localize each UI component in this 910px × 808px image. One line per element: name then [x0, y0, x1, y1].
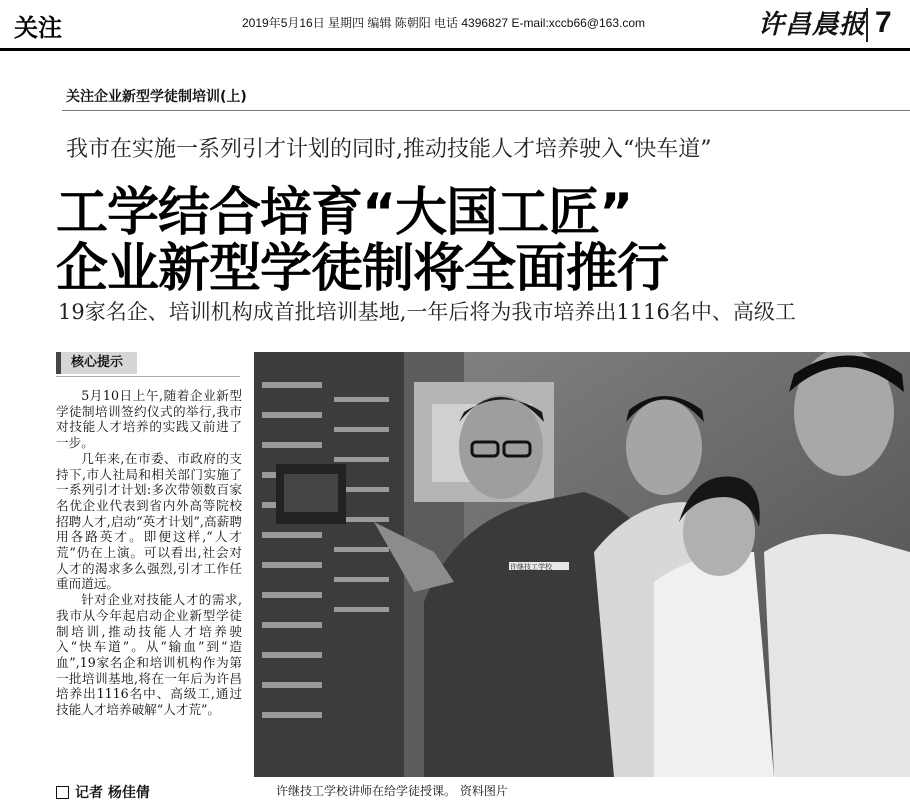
summary-box-label — [56, 352, 137, 374]
headline-line-1: 工学结合培育“大国工匠” — [56, 183, 633, 243]
classroom-photo-illustration — [254, 352, 910, 777]
byline — [56, 782, 150, 802]
summary-box-rule — [56, 376, 240, 377]
page-number: 7 — [875, 6, 892, 39]
headline-line-2: 企业新型学徒制将全面推行 — [56, 239, 669, 299]
page-header — [0, 0, 910, 48]
body-paragraph: 几年来,在市委、市政府的支持下,市人社局和相关部门实施了一系列引才计划:多次带领数百家名优企业代表到省内外高等院校招聘人才,启动“英才计划”,高薪聘用各路英才。即便这样,“人才荒”仍在上演。可以看出,社会对人才的渴求多么强烈,引才工作任重而道远。 — [56, 450, 242, 592]
article-subhead: 19家名企、培训机构成首批培训基地,一年后将为我市培养出1116名中、高级工 — [58, 300, 796, 324]
byline-square-icon — [56, 786, 69, 799]
section-name: 关注 — [14, 14, 62, 42]
masthead-divider — [866, 8, 868, 42]
byline-text: 记者 杨佳倩 — [75, 785, 150, 801]
newspaper-masthead: 许昌晨报 — [758, 10, 867, 40]
header-meta: 2019年5月16日 星期四 编辑 陈朝阳 电话 4396827 E-mail:xccb66@163.com — [242, 16, 646, 30]
uniform-school-text: 许继技工学校 — [510, 563, 552, 571]
column-tag-rule — [62, 110, 910, 111]
photo-caption: 许继技工学校讲师在给学徒授课。 资料图片 — [276, 784, 508, 798]
header-rule — [0, 48, 910, 51]
body-paragraph: 5月10日上午,随着企业新型学徒制培训签约仪式的举行,我市对技能人才培养的实践又前进了一步。 — [56, 388, 242, 451]
article-body — [56, 388, 242, 718]
summary-box-title: 核心提示 — [61, 352, 137, 374]
column-tag: 关注企业新型学徒制培训(上) — [66, 89, 247, 105]
body-paragraph: 针对企业对技能人才的需求,我市从今年起启动企业新型学徒制培训,推动技能人才培养驶入“快车道”。从“输血”到“造血”,19家名企和培训机构作为第一批培训基地,将在一年后为许昌培养出1116名中、高级工,通过技能人才培养破解“人才荒”。 — [56, 592, 242, 718]
article-kicker: 我市在实施一系列引才计划的同时,推动技能人才培养驶入“快车道” — [66, 137, 712, 162]
article-photo — [254, 352, 910, 777]
